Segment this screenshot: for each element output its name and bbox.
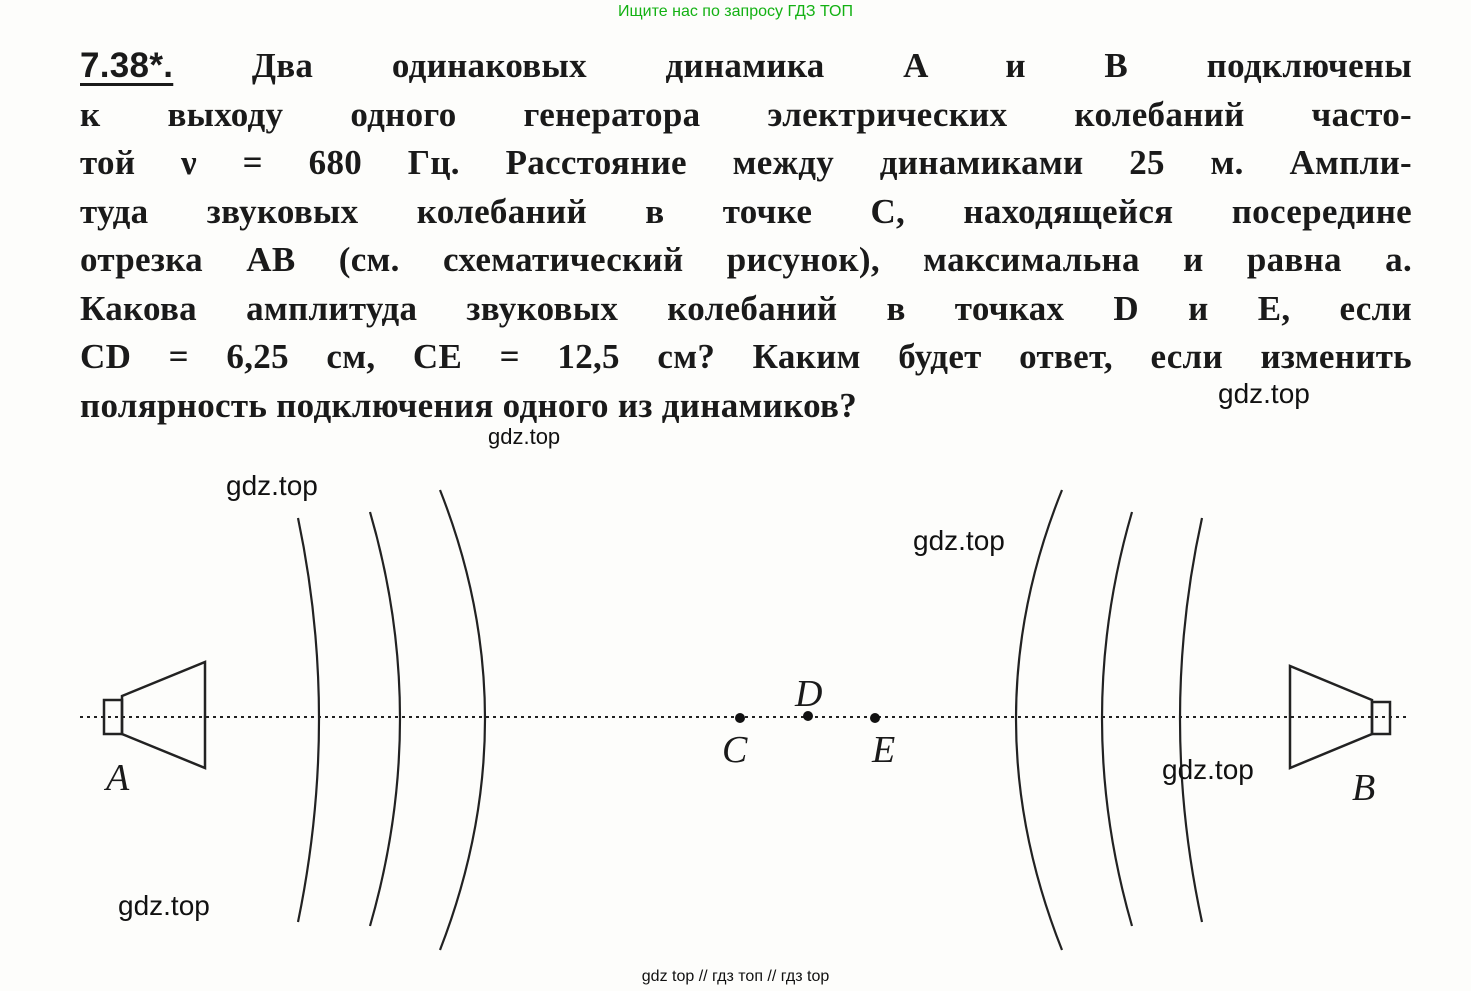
right-wavefront-2 bbox=[1102, 512, 1132, 926]
point-c bbox=[735, 713, 745, 723]
right-wavefront-3 bbox=[1180, 518, 1202, 922]
problem-line-1: 7.38*. Два одинаковых динамика A и B подключены bbox=[80, 46, 1412, 85]
problem-number: 7.38*. bbox=[80, 46, 174, 85]
point-e bbox=[870, 713, 880, 723]
label-c: C bbox=[722, 729, 748, 771]
top-banner[interactable]: Ищите нас по запросу ГДЗ ТОП bbox=[618, 3, 853, 20]
watermark-2: gdz.top bbox=[488, 424, 561, 449]
problem-line-2: к выходу одного генератора электрических колебаний часто- bbox=[80, 94, 1412, 134]
label-a: A bbox=[106, 757, 130, 799]
right-wavefront-1 bbox=[1016, 490, 1062, 950]
problem-line-8: полярность подключения одного из динамиков? bbox=[80, 385, 858, 425]
left-wavefront-1 bbox=[298, 518, 319, 922]
problem-line-3: той ν = 680 Гц. Расстояние между динамиками 25 м. Ампли- bbox=[80, 143, 1412, 182]
left-wavefront-2 bbox=[370, 512, 400, 926]
watermark-5: gdz.top bbox=[1162, 754, 1254, 785]
watermark-4: gdz.top bbox=[913, 525, 1005, 556]
label-b: B bbox=[1352, 767, 1376, 809]
label-e: E bbox=[872, 729, 896, 771]
left-wavefront-3 bbox=[440, 490, 485, 950]
label-d: D bbox=[795, 673, 823, 715]
watermark-3: gdz.top bbox=[226, 470, 318, 501]
problem-line-6: Какова амплитуда звуковых колебаний в точках D и E, если bbox=[80, 288, 1412, 328]
problem-line-7: CD = 6,25 см, CE = 12,5 см? Каким будет ответ, если изменить bbox=[80, 337, 1412, 376]
bottom-banner[interactable]: gdz top // гдз топ // гдз top bbox=[641, 968, 830, 985]
watermark-6: gdz.top bbox=[118, 890, 210, 921]
problem-line-4: туда звуковых колебаний в точке C, находящейся посередине bbox=[80, 191, 1412, 231]
problem-line-5: отрезка AB (см. схематический рисунок), максимальна и равна a. bbox=[80, 240, 1412, 279]
watermark-1: gdz.top bbox=[1218, 378, 1310, 409]
speaker-a-icon bbox=[104, 662, 205, 768]
